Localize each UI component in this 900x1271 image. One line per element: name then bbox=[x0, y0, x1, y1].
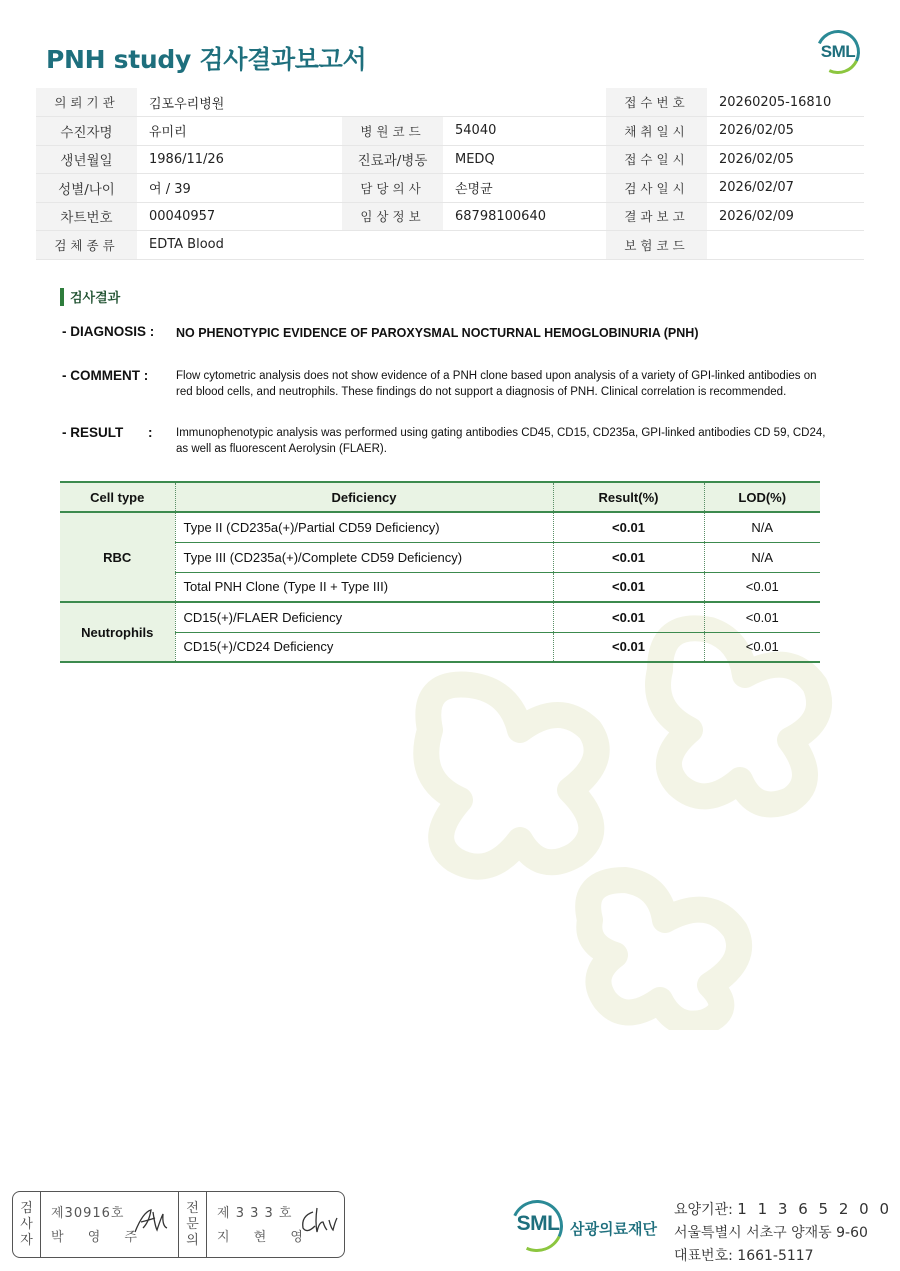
info-row bbox=[36, 117, 864, 146]
result-cell: <0.01 bbox=[553, 602, 704, 632]
header-result: Result(%) bbox=[553, 482, 704, 512]
lod-cell: <0.01 bbox=[704, 602, 820, 632]
footer-code-line bbox=[674, 1198, 892, 1222]
lod-cell: N/A bbox=[704, 512, 820, 542]
specialist-block bbox=[207, 1192, 344, 1257]
examiner-name: 박 영 주 bbox=[51, 1230, 147, 1245]
footer-org-name: 삼광의료재단 bbox=[570, 1220, 657, 1238]
comment-text: Flow cytometric analysis does not show evidence of a PNH clone based upon analysis of a variety of GPI-linked antibodies on red blood cells, and neutrophils. These findings do not support a diagnosis of PNH. Clinical correlation is recommended. bbox=[176, 370, 817, 398]
deficiency-cell: Total PNH Clone (Type II + Type III) bbox=[175, 572, 553, 602]
result-cell: <0.01 bbox=[553, 512, 704, 542]
info-value: 2026/02/09 bbox=[707, 202, 864, 231]
footer-code-value: 1 1 3 6 5 2 0 0 bbox=[737, 1200, 893, 1218]
header-cell-type: Cell type bbox=[60, 482, 175, 512]
deficiency-cell: Type II (CD235a(+)/Partial CD59 Deficiency) bbox=[175, 512, 553, 542]
info-value bbox=[443, 231, 606, 260]
lod-cell: <0.01 bbox=[704, 572, 820, 602]
deficiency-cell: Type III (CD235a(+)/Complete CD59 Deficiency) bbox=[175, 542, 553, 572]
cell-type-neutrophils: Neutrophils bbox=[60, 602, 175, 662]
deficiency-cell: CD15(+)/FLAER Deficiency bbox=[175, 602, 553, 632]
logo-text: SML bbox=[820, 42, 856, 61]
report-title: PNH study 검사결과보고서 bbox=[46, 45, 367, 74]
footer-phone-label: 대표번호: bbox=[674, 1248, 733, 1264]
info-row bbox=[36, 231, 864, 260]
specialist-title bbox=[179, 1192, 207, 1257]
info-label: 차트번호 bbox=[36, 202, 137, 231]
info-value: 2026/02/05 bbox=[707, 145, 864, 174]
info-value: 1986/11/26 bbox=[137, 145, 342, 174]
header-lod: LOD(%) bbox=[704, 482, 820, 512]
section-bar-icon bbox=[60, 288, 64, 306]
specialist-name: 지 현 영 bbox=[217, 1230, 313, 1245]
info-value: 54040 bbox=[443, 117, 606, 146]
footer-phone-value: 1661-5117 bbox=[737, 1248, 814, 1264]
result-table bbox=[60, 481, 820, 663]
info-value: 여 / 39 bbox=[137, 174, 342, 203]
specialist-title-char: 전 bbox=[186, 1200, 199, 1216]
result-cell: <0.01 bbox=[553, 572, 704, 602]
footer-address: 서울특별시 서초구 양재동 9-60 bbox=[674, 1225, 868, 1241]
header-deficiency: Deficiency bbox=[175, 482, 553, 512]
examiner-block bbox=[41, 1192, 179, 1257]
info-value: 유미리 bbox=[137, 117, 342, 146]
signature-box bbox=[12, 1191, 345, 1258]
examiner-title-char: 사 bbox=[20, 1216, 33, 1232]
table-row bbox=[60, 512, 820, 542]
patient-info-table bbox=[36, 88, 864, 260]
examiner-title-char: 검 bbox=[20, 1200, 33, 1216]
info-label: 진료과/병동 bbox=[342, 145, 443, 174]
info-label: 성별/나이 bbox=[36, 174, 137, 203]
info-row bbox=[36, 88, 864, 117]
comment-label: - COMMENT : bbox=[62, 368, 149, 383]
specialist-signature-icon bbox=[299, 1206, 339, 1236]
diagnosis-label: - DIAGNOSIS : bbox=[62, 324, 155, 339]
footer-logo-text: SML bbox=[516, 1212, 560, 1235]
specialist-title-char: 의 bbox=[186, 1232, 199, 1248]
examiner-license: 제30916호 bbox=[51, 1206, 125, 1221]
result-colon: : bbox=[148, 425, 153, 440]
info-label: 채취일시 bbox=[606, 117, 707, 146]
footer-info bbox=[674, 1198, 892, 1268]
footer-sml-logo bbox=[508, 1198, 568, 1254]
footer-code-label: 요양기관: bbox=[674, 1202, 733, 1218]
cell-type-rbc: RBC bbox=[60, 512, 175, 602]
info-label: 임상정보 bbox=[342, 202, 443, 231]
result-cell: <0.01 bbox=[553, 542, 704, 572]
info-value bbox=[707, 231, 864, 260]
info-value bbox=[443, 88, 606, 117]
table-row bbox=[60, 602, 820, 632]
result-text: Immunophenotypic analysis was performed using gating antibodies CD45, CD15, CD235a, GPI-linked antibodies CD 59, CD24, as well as fluorescent Aerolysin (FLAER). bbox=[176, 427, 826, 455]
info-value: 김포우리병원 bbox=[137, 88, 342, 117]
info-label: 검사일시 bbox=[606, 174, 707, 203]
info-label: 생년월일 bbox=[36, 145, 137, 174]
section-heading bbox=[60, 287, 120, 306]
info-value: MEDQ bbox=[443, 145, 606, 174]
info-label bbox=[342, 231, 443, 260]
sml-logo bbox=[814, 30, 862, 76]
lod-cell: <0.01 bbox=[704, 632, 820, 662]
info-value: 20260205-16810 bbox=[707, 88, 864, 117]
info-row bbox=[36, 202, 864, 231]
examiner-signature-icon bbox=[133, 1206, 169, 1236]
examiner-title bbox=[13, 1192, 41, 1257]
info-label bbox=[342, 88, 443, 117]
info-label: 검체종류 bbox=[36, 231, 137, 260]
examiner-title-char: 자 bbox=[20, 1232, 33, 1248]
deficiency-cell: CD15(+)/CD24 Deficiency bbox=[175, 632, 553, 662]
info-label: 병원코드 bbox=[342, 117, 443, 146]
diagnosis-text: NO PHENOTYPIC EVIDENCE OF PAROXYSMAL NOCTURNAL HEMOGLOBINURIA (PNH) bbox=[176, 326, 699, 340]
result-cell: <0.01 bbox=[553, 632, 704, 662]
result-label: - RESULT bbox=[62, 425, 124, 440]
info-value: EDTA Blood bbox=[137, 231, 342, 260]
info-label: 결과보고 bbox=[606, 202, 707, 231]
table-header-row bbox=[60, 482, 820, 512]
section-title: 검사결과 bbox=[70, 291, 121, 306]
footer-phone-line bbox=[674, 1245, 892, 1268]
info-value: 손명균 bbox=[443, 174, 606, 203]
info-row bbox=[36, 174, 864, 203]
info-label: 보험코드 bbox=[606, 231, 707, 260]
info-label: 수진자명 bbox=[36, 117, 137, 146]
info-label: 접수번호 bbox=[606, 88, 707, 117]
lod-cell: N/A bbox=[704, 542, 820, 572]
info-row bbox=[36, 145, 864, 174]
info-label: 의뢰기관 bbox=[36, 88, 137, 117]
info-label: 담당의사 bbox=[342, 174, 443, 203]
specialist-title-char: 문 bbox=[186, 1216, 199, 1232]
info-value: 2026/02/07 bbox=[707, 174, 864, 203]
info-value: 00040957 bbox=[137, 202, 342, 231]
specialist-license: 제 3 3 3 호 bbox=[217, 1206, 293, 1221]
info-value: 68798100640 bbox=[443, 202, 606, 231]
info-label: 접수일시 bbox=[606, 145, 707, 174]
info-value: 2026/02/05 bbox=[707, 117, 864, 146]
